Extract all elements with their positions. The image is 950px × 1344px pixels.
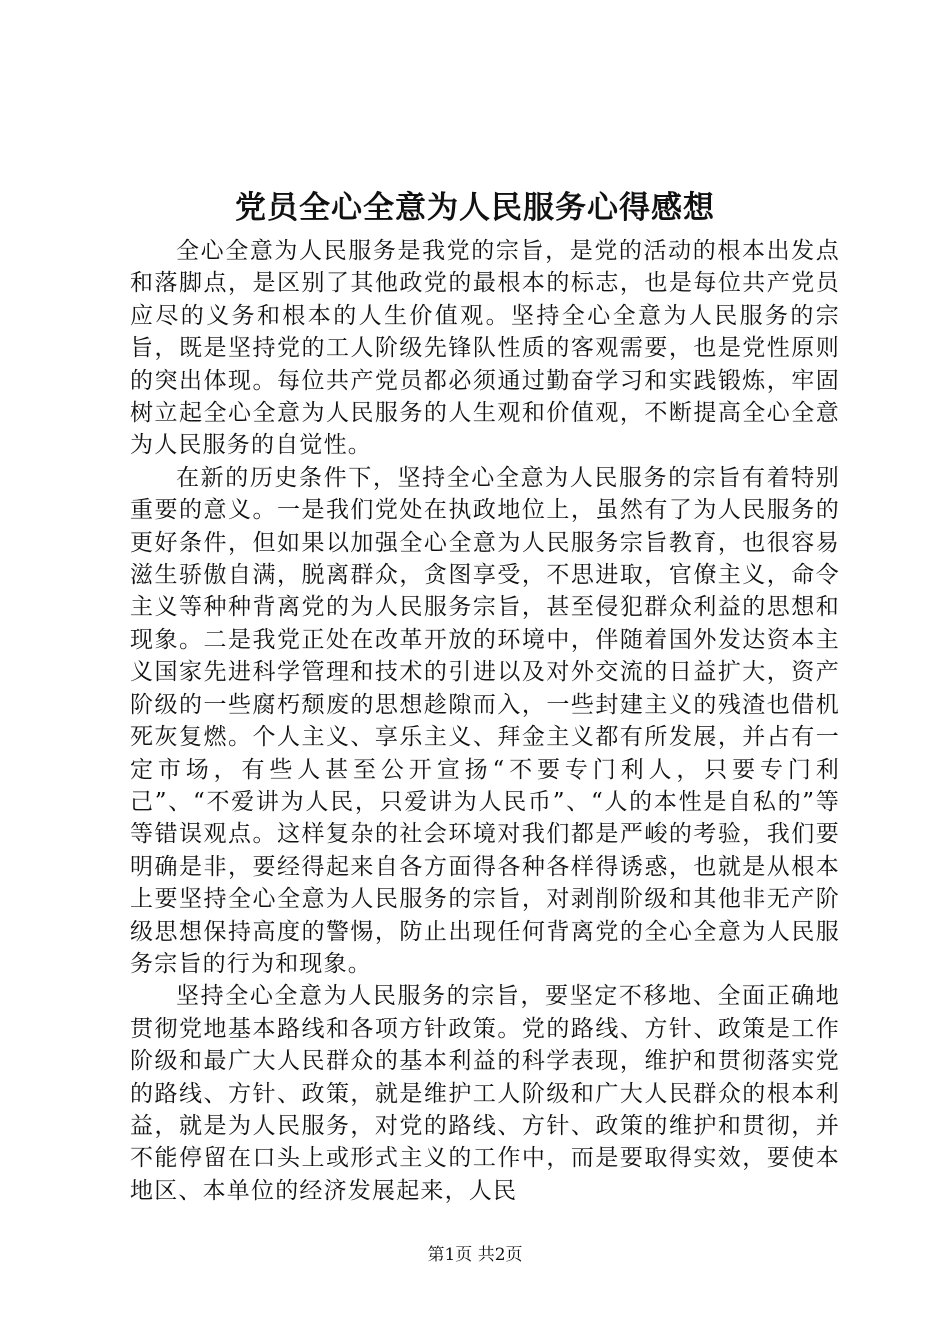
paragraph-1: 全心全意为人民服务是我党的宗旨，是党的活动的根本出发点和落脚点，是区别了其他政党的最根本的标志，也是每位共产党员应尽的义务和根本的人生价值观。坚持全心全意为人民服务的宗旨，既是坚持党的工人阶级先锋队性质的客观需要，也是党性原则的突出体现。每位共产党员都必须通过勤奋学习和实践锻炼，牢固树立起全心全意为人民服务的人生观和价值观，不断提高全心全意为人民服务的自觉性。 — [130, 238, 840, 459]
document-title: 党员全心全意为人民服务心得感想 — [235, 190, 715, 226]
paragraph-3: 坚持全心全意为人民服务的宗旨，要坚定不移地、全面正确地贯彻党地基本路线和各项方针政策。党的路线、方针、政策是工作阶级和最广大人民群众的基本利益的科学表现，维护和贯彻落实党的路线、方针、政策，就是维护工人阶级和广大人民群众的根本利益，就是为人民服务，对党的路线、方针、政策的维护和贯彻，并不能停留在口头上或形式主义的工作中，而是要取得实效，要使本地区、本单位的经济发展起来，人民 — [130, 983, 840, 1204]
page-number-footer: 第1页 共2页 — [427, 1245, 523, 1265]
document-body — [130, 235, 840, 1207]
paragraph-2: 在新的历史条件下，坚持全心全意为人民服务的宗旨有着特别重要的意义。一是我们党处在执政地位上，虽然有了为人民服务的更好条件，但如果以加强全心全意为人民服务宗旨教育，也很容易滋生骄傲自满，脱离群众，贪图享受，不思进取，官僚主义，命令主义等种种背离党的为人民服务宗旨，甚至侵犯群众利益的思想和现象。二是我党正处在改革开放的环境中，伴随着国外发达资本主义国家先进科学管理和技术的引进以及对外交流的日益扩大，资产阶级的一些腐朽颓废的思想趁隙而入，一些封建主义的残渣也借机死灰复燃。个人主义、享乐主义、拜金主义都有所发展，并占有一定市场，有些人甚至公开宣扬“不要专门利人，只要专门利己”、“不爱讲为人民，只爱讲为人民币”、“人的本性是自私的”等等错误观点。这样复杂的社会环境对我们都是严峻的考验，我们要明确是非，要经得起来自各方面得各种各样得诱惑，也就是从根本上要坚持全心全意为人民服务的宗旨，对剥削阶级和其他非无产阶级思想保持高度的警惕，防止出现任何背离党的全心全意为人民服务宗旨的行为和现象。 — [130, 464, 840, 977]
